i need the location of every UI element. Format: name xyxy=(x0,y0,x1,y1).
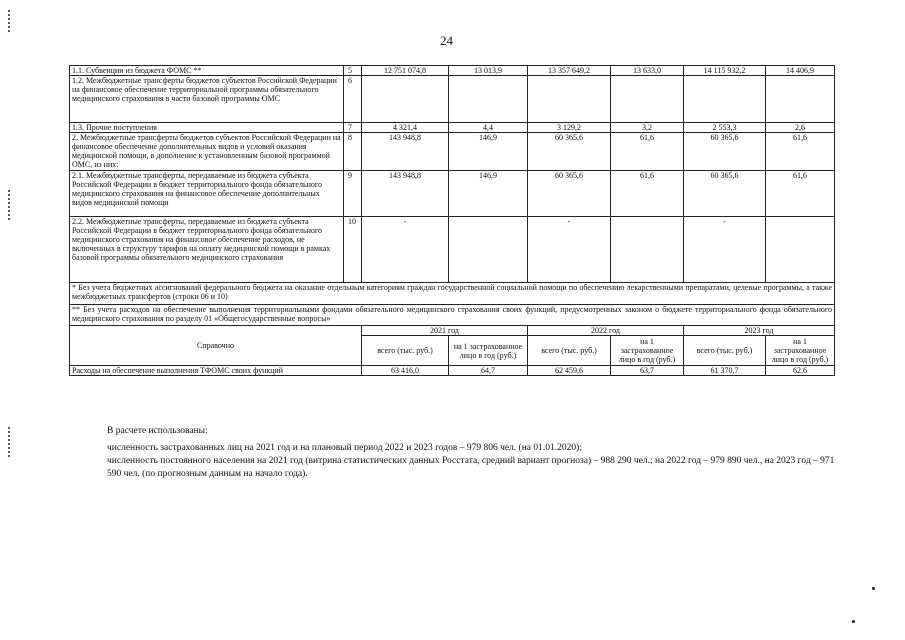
scan-dot xyxy=(852,620,855,623)
table-row xyxy=(70,66,835,76)
table-row xyxy=(70,366,835,376)
page-number: 24 xyxy=(440,33,453,48)
cell-value xyxy=(449,217,528,283)
cell-value xyxy=(766,76,835,123)
table-row xyxy=(70,305,835,326)
cell-value: 3,2 xyxy=(611,123,684,133)
ref-row-name: Расходы на обеспечение выполнения ТФОМС своих функций xyxy=(70,366,362,376)
ref-col-per-person: на 1 застрахованное лицо в год (руб.) xyxy=(611,336,684,366)
ref-year-2023: 2023 год xyxy=(684,326,835,336)
budget-table xyxy=(69,65,835,376)
cell-value xyxy=(362,76,449,123)
cell-value: 2,6 xyxy=(766,123,835,133)
cell-value: 60 365,6 xyxy=(528,171,611,217)
table-row xyxy=(70,133,835,171)
cell-value: 143 948,8 xyxy=(362,133,449,171)
cell-value: 143 948,8 xyxy=(362,171,449,217)
table-row xyxy=(70,171,835,217)
cell-value: 62 459,6 xyxy=(528,366,611,376)
table-row xyxy=(70,217,835,283)
cell-value: 63,7 xyxy=(611,366,684,376)
cell-value xyxy=(611,76,684,123)
notes-intro: В расчете использованы: xyxy=(107,426,208,436)
cell-value: 2 553,3 xyxy=(684,123,766,133)
scan-margin-marks-top xyxy=(6,8,12,34)
ref-col-per-person: на 1 застрахованное лицо в год (руб.) xyxy=(766,336,835,366)
cell-value: 13 013,9 xyxy=(449,66,528,76)
calculation-notes xyxy=(69,425,839,481)
row-name: 1.1. Субвенции из бюджета ФОМС ** xyxy=(70,66,344,76)
cell-value: - xyxy=(528,217,611,283)
row-code: 6 xyxy=(344,76,362,123)
cell-value: 60 365,6 xyxy=(684,133,766,171)
cell-value: 146,9 xyxy=(449,171,528,217)
cell-value: 63 416,0 xyxy=(362,366,449,376)
cell-value xyxy=(611,217,684,283)
notes-insured-count: численность застрахованных лиц на 2021 год и на плановый период 2022 и 2023 годов – 979 806 чел. (на 01.01.2020); xyxy=(107,443,582,453)
cell-value: 61 370,7 xyxy=(684,366,766,376)
ref-col-per-person: на 1 застрахованное лицо в год (руб.) xyxy=(449,336,528,366)
cell-value: - xyxy=(362,217,449,283)
row-name: 2.2. Межбюджетные трансферты, передаваемые из бюджета субъекта Российской Федерации в бюджет территориального фонда обязательного медицинского страхования на финансовое обеспечение расходов, не включенных в структуру тарифов на оплату медицинской помощи в рамках базовой программы обязательного медицинского страхования xyxy=(70,217,344,283)
footnote-2: ** Без учета расходов на обеспечение выполнения территориальными фондами обязательного медицинского страхования своих функций, предусмотренных законом о бюджете территориального фонда обязательного медицинского страхования по разделу 01 «Общегосударственные вопросы» xyxy=(70,305,835,326)
cell-value: 13 357 649,2 xyxy=(528,66,611,76)
cell-value xyxy=(684,76,766,123)
notes-population-count: численность постоянного населения на 2021 год (витрина статистических данных Росстата, средний вариант прогноза) – 988 290 чел.; на 2022 год – 979 890 чел., на 2023 год – 971 590 чел. (по прогнозным данным на начало года). xyxy=(107,456,835,479)
cell-value: 14 115 932,2 xyxy=(684,66,766,76)
cell-value: 61,6 xyxy=(766,171,835,217)
row-code: 9 xyxy=(344,171,362,217)
cell-value: 146,9 xyxy=(449,133,528,171)
cell-value: 61,6 xyxy=(611,171,684,217)
cell-value: 61,6 xyxy=(766,133,835,171)
cell-value xyxy=(766,217,835,283)
cell-value: 13 633,0 xyxy=(611,66,684,76)
cell-value xyxy=(449,76,528,123)
row-name: 2. Межбюджетные трансферты бюджетов субъектов Российской Федерации на финансовое обеспечение дополнительных видов и условий оказания медицинской помощи, в дополнение к установленным базовой программой ОМС, из них: xyxy=(70,133,344,171)
row-name: 1.2. Межбюджетные трансферты бюджетов субъектов Российской Федерации на финансовое обеспечение территориальной программы обязательного медицинского страхования в части базовой программы ОМС xyxy=(70,76,344,123)
cell-value xyxy=(528,76,611,123)
table-row xyxy=(70,283,835,305)
footnote-1: * Без учета бюджетных ассигнований федерального бюджета на оказание отдельным категориям граждан государственной социальной помощи по обеспечению лекарственными препаратами, целевые программы, а также межбюджетных трансфертов (строки 06 и 10) xyxy=(70,283,835,305)
cell-value: 60 365,6 xyxy=(528,133,611,171)
ref-label: Справочно xyxy=(70,326,362,366)
scan-dot xyxy=(872,587,875,590)
ref-col-total: всего (тыс. руб.) xyxy=(528,336,611,366)
cell-value: 4,4 xyxy=(449,123,528,133)
ref-col-total: всего (тыс. руб.) xyxy=(684,336,766,366)
ref-year-2021: 2021 год xyxy=(362,326,528,336)
ref-year-header-row xyxy=(70,326,835,336)
table-row xyxy=(70,76,835,123)
cell-value: 62,6 xyxy=(766,366,835,376)
cell-value: 60 365,6 xyxy=(684,171,766,217)
ref-year-2022: 2022 год xyxy=(528,326,684,336)
cell-value: 4 321,4 xyxy=(362,123,449,133)
scan-margin-marks-bottom xyxy=(6,425,12,459)
row-name: 2.1. Межбюджетные трансферты, передаваемые из бюджета субъекта Российской Федерации в бюджет территориального фонда обязательного медицинского страхования на финансовое обеспечение дополнительных видов медицинской помощи xyxy=(70,171,344,217)
ref-col-total: всего (тыс. руб.) xyxy=(362,336,449,366)
cell-value: 14 406,9 xyxy=(766,66,835,76)
table-row xyxy=(70,123,835,133)
cell-value: 3 129,2 xyxy=(528,123,611,133)
scan-margin-marks-middle xyxy=(6,188,12,222)
row-code: 8 xyxy=(344,133,362,171)
row-code: 7 xyxy=(344,123,362,133)
cell-value: - xyxy=(684,217,766,283)
cell-value: 64,7 xyxy=(449,366,528,376)
row-name: 1.3. Прочие поступления xyxy=(70,123,344,133)
cell-value: 12 751 074,8 xyxy=(362,66,449,76)
row-code: 5 xyxy=(344,66,362,76)
cell-value: 61,6 xyxy=(611,133,684,171)
row-code: 10 xyxy=(344,217,362,283)
